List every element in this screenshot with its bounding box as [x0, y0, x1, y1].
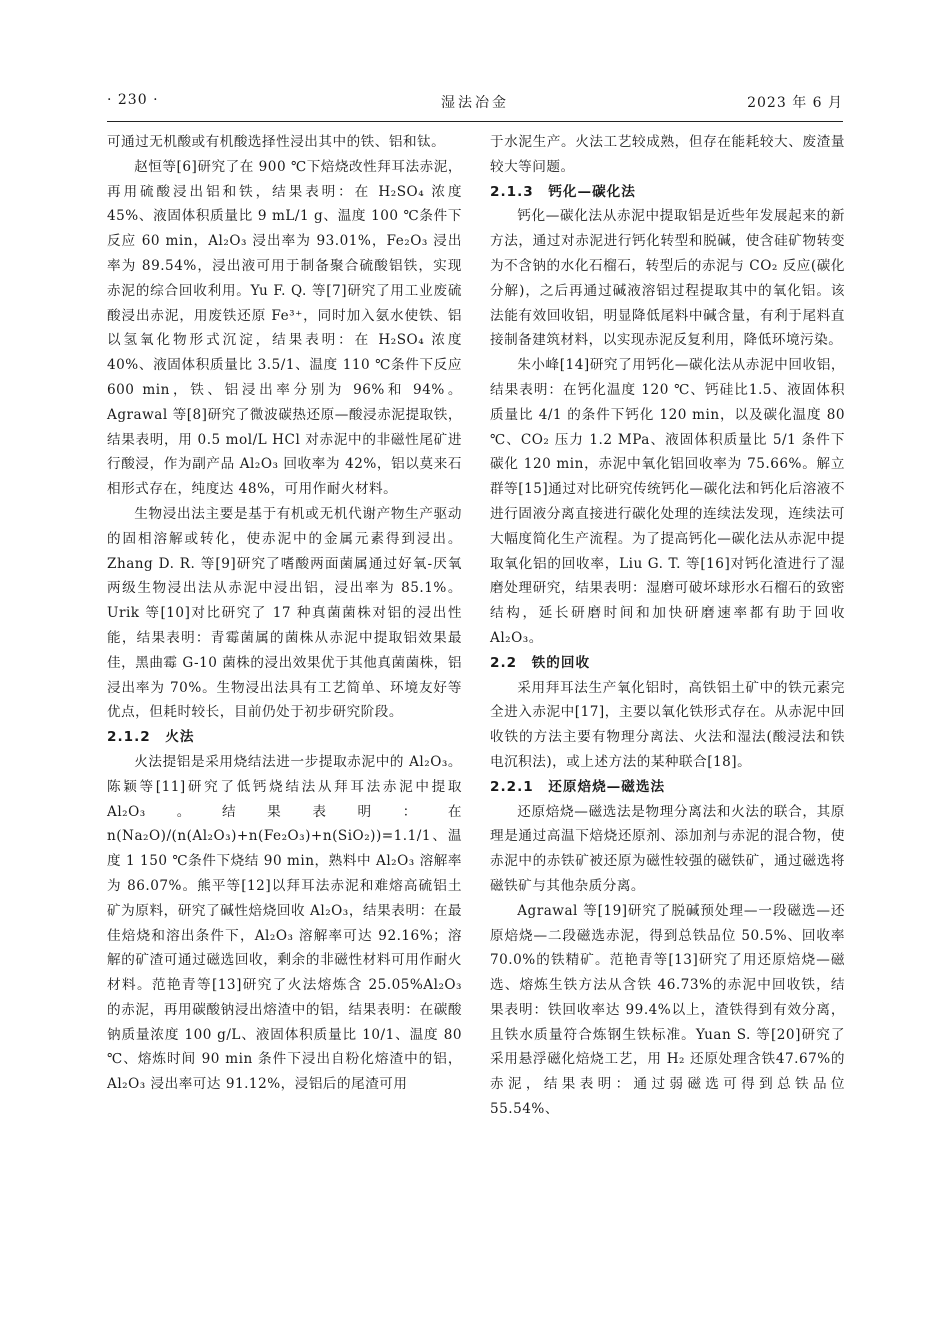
paragraph: 钙化—碳化法从赤泥中提取铝是近些年发展起来的新方法，通过对赤泥进行钙化转型和脱碱，使含硅矿物转变为不含钠的水化石榴石，转型后的赤泥与 CO₂ 反应(碳化分解)，之后再通过碱液溶铝过程提取其中的氧化铝。该法能有效回收铝，明显降低尾料中碱含量，有利于尾料直接制备建筑材料，以实现赤泥反复利用，降低环境污染。: [490, 208, 845, 349]
section-heading: 2.1.3 钙化—碳化法: [490, 183, 636, 200]
page-number: · 230 ·: [107, 92, 159, 108]
paragraph: 赵恒等[6]研究了在 900 ℃下焙烧改性拜耳法赤泥，再用硫酸浸出铝和铁，结果表明：在 H₂SO₄ 浓度 45%、液固体积质量比 9 mL/1 g、温度 100 ℃条件下反应 60 min，Al₂O₃ 浸出率为 93.01%，Fe₂O₃ 浸出率为 89.54%，浸出液可用于制备聚合硫酸铝铁，实现赤泥的综合回收利用。Yu F. Q. 等[7]研究了用工业废硫酸浸出赤泥，用废铁还原 Fe³⁺，同时加入氨水使铁、铝以氢氧化物形式沉淀，结果表明：在 H₂SO₄ 浓度 40%、液固体积质量比 3.5/1、温度 110 ℃条件下反应 600 min，铁、铝浸出率分别为 96%和 94%。Agrawal 等[8]研究了微波碳热还原—酸浸赤泥提取铁，结果表明，用 0.5 mol/L HCl 对赤泥中的非磁性尾矿进行酸浸，作为副产品 Al₂O₃ 回收率为 42%，铝以莫来石相形式存在，纯度达 48%，可用作耐火材料。: [107, 158, 462, 498]
paragraph: 于水泥生产。火法工艺较成熟，但存在能耗较大、废渣量较大等问题。: [490, 134, 845, 175]
section-heading: 2.2.1 还原焙烧—磁选法: [490, 778, 666, 795]
section-heading: 2.2 铁的回收: [490, 654, 591, 671]
journal-title: 湿法冶金: [441, 95, 509, 111]
header-rule: [107, 121, 843, 122]
paragraph: 还原焙烧—磁选法是物理分离法和火法的联合，其原理是通过高温下焙烧还原剂、添加剂与赤泥的混合物，使赤泥中的赤铁矿被还原为磁性较强的磁铁矿，通过磁选将磁铁矿与其他杂质分离。: [490, 803, 845, 894]
issue-date: 2023 年 6 月: [747, 95, 843, 111]
left-column: [107, 130, 462, 1097]
paragraph: 采用拜耳法生产氧化铝时，高铁铝土矿中的铁元素完全进入赤泥中[17]，主要以氧化铁形式存在。从赤泥中回收铁的方法主要有物理分离法、火法和湿法(酸浸法和铁电沉积法)，或上述方法的某种联合[18]。: [490, 679, 845, 770]
paragraph: 火法提铝是采用烧结法进一步提取赤泥中的 Al₂O₃。陈颖等[11]研究了低钙烧结法从拜耳法赤泥中提取 Al₂O₃。结果表明：在 n(Na₂O)/(n(Al₂O₃)+n(Fe₂O₃)+n(SiO₂))=1.1/1、温度 1 150 ℃条件下烧结 90 min，熟料中 Al₂O₃ 溶解率为 86.07%。熊平等[12]以拜耳法赤泥和难熔高硫铝土矿为原料，研究了碱性焙烧回收 Al₂O₃，结果表明：在最佳焙烧和溶出条件下，Al₂O₃ 溶解率可达 92.16%；溶解的矿渣可通过磁选回收，剩余的非磁性材料可用作耐火材料。范艳青等[13]研究了火法熔炼含 25.05%Al₂O₃ 的赤泥，再用碳酸钠浸出熔渣中的铝，结果表明：在碳酸钠质量浓度 100 g/L、液固体积质量比 10/1、温度 80 ℃、熔炼时间 90 min 条件下浸出自粉化熔渣中的铝，Al₂O₃ 浸出率可达 91.12%，浸铝后的尾渣可用: [107, 753, 462, 1093]
right-column: [490, 130, 845, 1122]
paragraph: 朱小峰[14]研究了用钙化—碳化法从赤泥中回收铝，结果表明：在钙化温度 120 ℃、钙硅比1.5、液固体积质量比 4/1 的条件下钙化 120 min，以及碳化温度 80 ℃、CO₂ 压力 1.2 MPa、液固体积质量比 5/1 条件下碳化 120 min，赤泥中氧化铝回收率为 75.66%。解立群等[15]通过对比研究传统钙化—碳化法和钙化后溶液不进行固液分离直接进行碳化处理的连续法发现，连续法可大幅度简化生产流程。为了提高钙化—碳化法从赤泥中提取氧化铝的回收率，Liu G. T. 等[16]对钙化渣进行了湿磨处理研究，结果表明：湿磨可破坏球形水石榴石的致密结构，延长研磨时间和加快研磨速率都有助于回收 Al₂O₃。: [490, 357, 845, 646]
paragraph: Agrawal 等[19]研究了脱碱预处理—一段磁选—还原焙烧—二段磁选赤泥，得到总铁品位 50.5%、回收率 70.0%的铁精矿。范艳青等[13]研究了用还原焙烧—磁选、熔炼生铁方法从含铁 46.73%的赤泥中回收铁，结果表明：铁回收率达 99.4%以上，渣铁得到有效分离，且铁水质量符合炼钢生铁标准。Yuan S. 等[20]研究了采用悬浮磁化焙烧工艺，用 H₂ 还原处理含铁47.67%的赤泥，结果表明：通过弱磁选可得到总铁品位 55.54%、: [490, 902, 845, 1118]
paragraph: 可通过无机酸或有机酸选择性浸出其中的铁、铝和钛。: [107, 134, 446, 150]
section-heading: 2.1.2 火法: [107, 729, 195, 746]
running-header: [107, 92, 843, 114]
paragraph: 生物浸出法主要是基于有机或无机代谢产物生产驱动的固相溶解或转化，使赤泥中的金属元素得到浸出。Zhang D. R. 等[9]研究了嗜酸两面菌属通过好氧-厌氧两级生物浸出法从赤泥中浸出铝，浸出率为 85.1%。Urik 等[10]对比研究了 17 种真菌菌株对铝的浸出性能，结果表明：青霉菌属的菌株从赤泥中提取铝效果最佳，黑曲霉 G-10 菌株的浸出效果优于其他真菌菌株，铝浸出率为 70%。生物浸出法具有工艺简单、环境友好等优点，但耗时较长，目前仍处于初步研究阶段。: [107, 505, 462, 721]
